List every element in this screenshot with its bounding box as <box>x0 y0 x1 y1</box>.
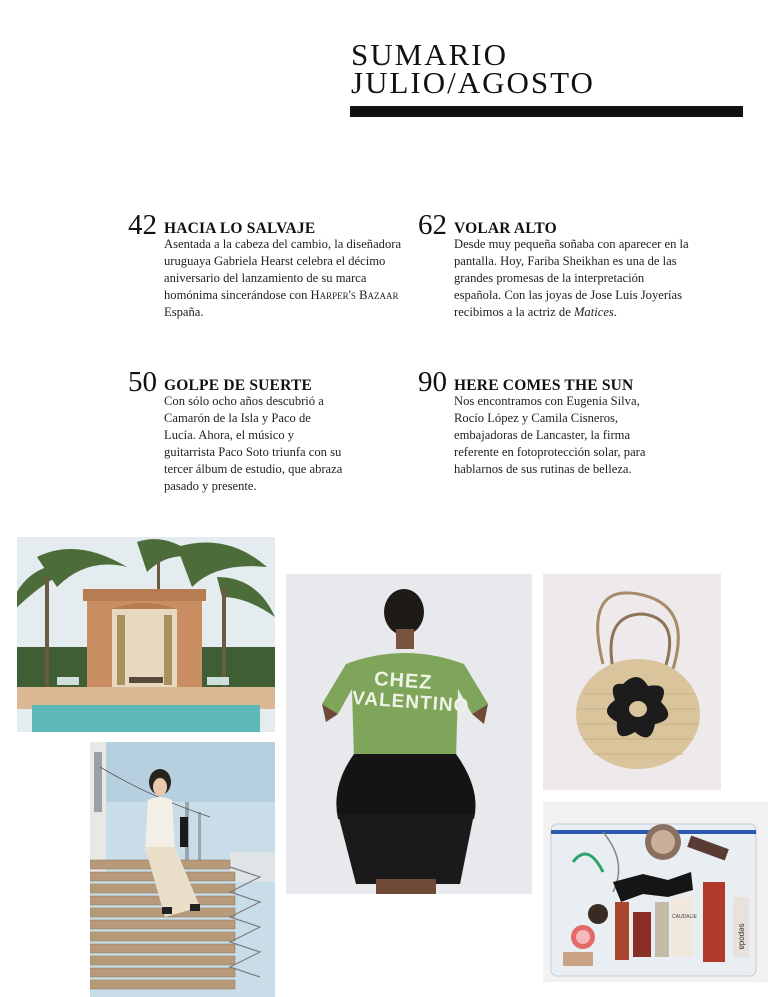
photo-beauty-products <box>543 802 768 982</box>
bottle-label-sepoda: sepoda <box>737 923 747 950</box>
photo-chez-valentino <box>286 574 532 894</box>
entry-description: Con sólo ocho años descubrió a Camarón de la Isla y Paco de Lucía. Ahora, el músico y guitarrista Paco Soto triunfa con su tercer álbum de estudio, que abraza pasado y presente. <box>164 394 343 493</box>
page-number: 90 <box>418 366 447 398</box>
title-line-1: SUMARIO <box>351 37 508 72</box>
page-title <box>351 37 595 100</box>
page-number: 62 <box>418 209 447 241</box>
photo-woman-rooftop <box>90 742 275 997</box>
entry-description: Asentada a la cabeza del cambio, la diseñadora uruguaya Gabriela Hearst celebra el décimo aniversario del lanzamiento de su marca homónima sincerándose con Harper's Bazaar España. <box>164 237 402 319</box>
bottle-label-caudalie: CAUDALIE <box>672 914 698 920</box>
photo-pool-pavilion <box>17 537 275 732</box>
entry-description: Desde muy pequeña soñaba con aparecer en la pantalla. Hoy, Fariba Sheikhan es una de las grandes promesas de la interpretación española. Con las joyas de Jose Luis Joyerías recibimos a la actriz de Matices. <box>454 237 689 319</box>
page-number: 42 <box>128 209 157 241</box>
brand-name: Harper's Bazaar <box>310 288 399 302</box>
tshirt-print-line-1: CHEZ <box>373 667 434 695</box>
page-number: 50 <box>128 366 157 398</box>
entry-heading: HACIA LO SALVAJE <box>164 220 316 237</box>
entry-heading: HERE COMES THE SUN <box>454 377 634 394</box>
photo-woven-bag <box>543 574 721 790</box>
tshirt-print-line-2: VALENTINO <box>351 687 470 718</box>
entry-heading: VOLAR ALTO <box>454 220 557 237</box>
title-line-2: JULIO/AGOSTO <box>351 65 595 100</box>
entry-heading: GOLPE DE SUERTE <box>164 377 313 394</box>
entry-description: Nos encontramos con Eugenia Silva, Rocío López y Camila Cisneros, embajadoras de Lancaster, la firma referente en fotoprotección solar, para hablarnos de sus rutinas de belleza. <box>454 394 646 476</box>
title-rule <box>350 106 743 117</box>
film-title: Matices <box>573 305 614 319</box>
